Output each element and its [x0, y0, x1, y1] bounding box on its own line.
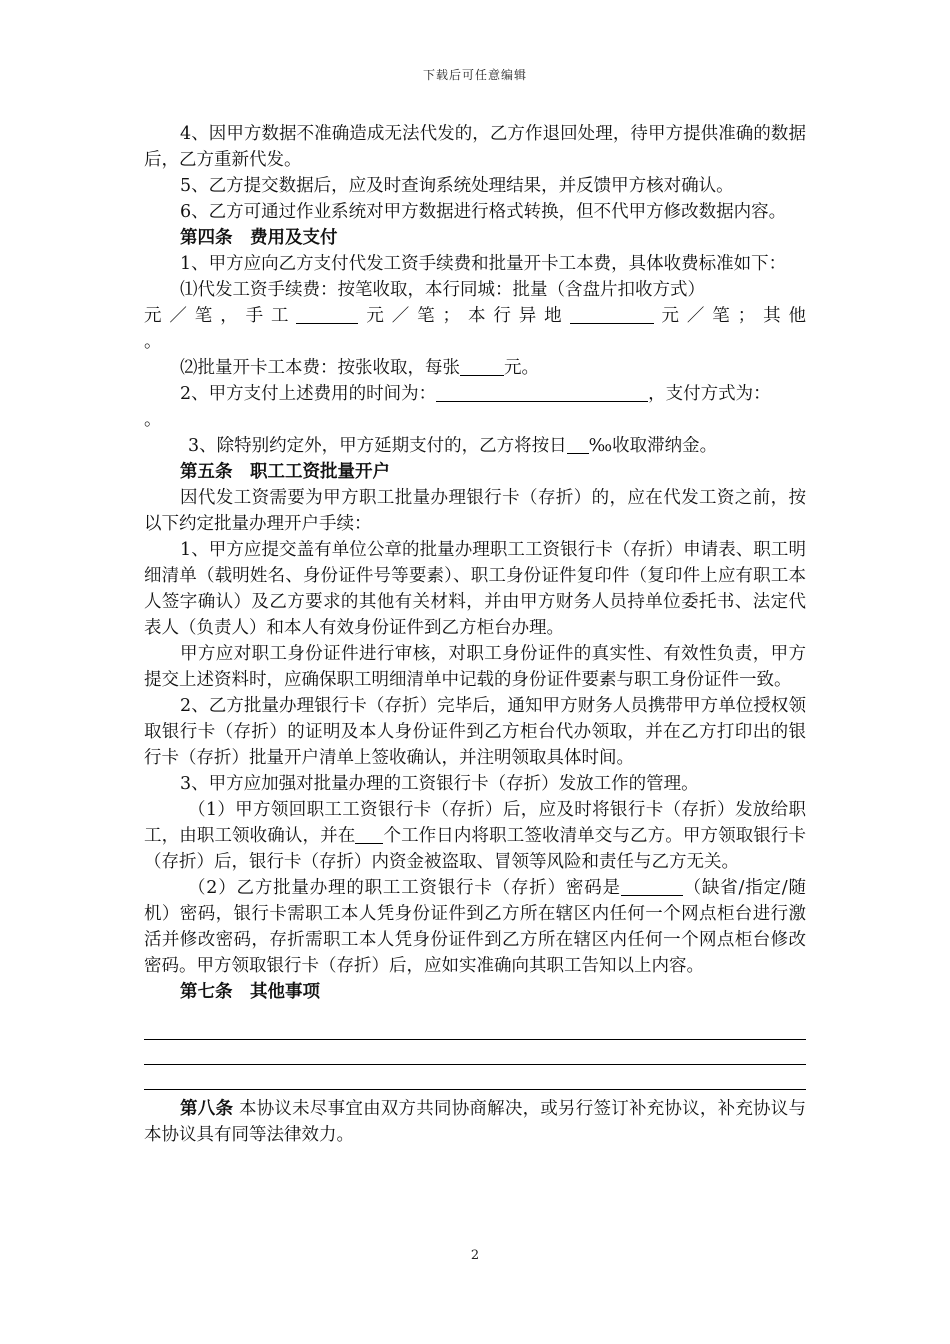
paragraph: 因代发工资需要为甲方职工批量办理银行卡（存折）的，应在代发工资之前，按以下约定批量办理开户手续： — [144, 488, 806, 534]
fee-item-1-line2 — [144, 303, 806, 329]
text: 本协议未尽事宜由双方共同协商解决，或另行签订补充协议，补充协议与本协议具有同等法律效力。 — [144, 1099, 806, 1145]
section-heading: 第八条 — [180, 1099, 234, 1119]
payment-time-end: 。 — [144, 410, 162, 430]
paragraph: 2、乙方批量办理银行卡（存折）完毕后，通知甲方财务人员携带甲方单位授权领取银行卡（存折）的证明及本人身份证件到乙方柜台代办领取，并在乙方打印出的银行卡（存折）批量开户清单上签收确认，并注明领取具体时间。 — [144, 696, 806, 768]
paragraph — [144, 797, 806, 875]
payment-time — [144, 381, 806, 407]
blank-line[interactable] — [144, 1015, 806, 1040]
text: 个工作日内将职工签收清单交与乙方。甲方领取银行卡（存折）后，银行卡（存折）内资金被盗取、冒领等风险和责任与乙方无关。 — [144, 826, 807, 872]
blank-field[interactable] — [296, 305, 358, 324]
blank-line[interactable] — [144, 1040, 806, 1065]
text: 元／笔；其他 — [653, 306, 807, 326]
document-body — [144, 121, 806, 1148]
blank-field[interactable] — [567, 435, 589, 454]
blank-field[interactable] — [355, 825, 383, 844]
paragraph: 5、乙方提交数据后，应及时查询系统处理结果，并反馈甲方核对确认。 — [180, 176, 734, 196]
text: （2）乙方批量办理的职工工资银行卡（存折）密码是 — [188, 878, 621, 898]
text: （1）甲方领回职工工资银行卡（存折）后，应及时将银行卡（存折）发放给职工，由职工领收确认，并在 — [144, 800, 806, 846]
blank-line[interactable] — [144, 1065, 806, 1090]
text: （缺省/指定/随机）密码，银行卡需职工本人凭身份证件到乙方所在辖区内任何一个网点柜台进行激活并修改密码，存折需职工本人凭身份证件到乙方所在辖区内任何一个网点柜台修改密码。甲方领取银行卡（存折）后，应如实准确向其职工告知以上内容。 — [144, 878, 806, 976]
blank-lines — [144, 1015, 806, 1090]
paragraph — [144, 1096, 806, 1148]
fee-item-1 — [144, 277, 806, 303]
fee-item-2 — [144, 355, 806, 381]
paragraph — [144, 875, 806, 979]
paragraph: 4、因甲方数据不准确造成无法代发的，乙方作退回处理，待甲方提供准确的数据后，乙方重新代发。 — [144, 124, 806, 170]
blank-field[interactable] — [621, 877, 683, 896]
section-heading: 第四条 费用及支付 — [180, 228, 338, 248]
page-number: 2 — [470, 1248, 480, 1263]
fee-item-1-end: 。 — [144, 332, 162, 352]
paragraph: 6、乙方可通过作业系统对甲方数据进行格式转换，但不代甲方修改数据内容。 — [180, 202, 787, 222]
paragraph: 1、甲方应提交盖有单位公章的批量办理职工工资银行卡（存折）申请表、职工明细清单（载明姓名、身份证件号等要素）、职工身份证件复印件（复印件上应有职工本人签字确认）及乙方要求的其他有关材料，并由甲方财务人员持单位委托书、法定代表人（负责人）和本人有效身份证件到乙方柜台办理。 — [144, 540, 806, 638]
blank-field[interactable] — [436, 383, 648, 402]
text: 2、甲方支付上述费用的时间为： — [180, 384, 437, 404]
blank-field[interactable] — [460, 357, 504, 376]
text: 元／笔；本行异地 — [358, 306, 570, 326]
text: ，支付方式为： — [648, 384, 771, 404]
late-fee — [144, 433, 806, 459]
section-heading: 第七条 其他事项 — [180, 982, 320, 1002]
paragraph: 3、甲方应加强对批量办理的工资银行卡（存折）发放工作的管理。 — [180, 774, 699, 794]
paragraph: 甲方应对职工身份证件进行审核，对职工身份证件的真实性、有效性负责，甲方提交上述资料时，应确保职工明细清单中记载的身份证件要素与职工身份证件一致。 — [144, 644, 806, 690]
text: 3、除特别约定外，甲方延期支付的，乙方将按日 — [188, 436, 567, 456]
text: ‰收取滞纳金。 — [588, 436, 718, 456]
text: ⑴代发工资手续费：按笔收取，本行同城：批量（含盘片扣收方式） — [180, 280, 705, 300]
paragraph: 1、甲方应向乙方支付代发工资手续费和批量开卡工本费，具体收费标准如下： — [180, 254, 787, 274]
text: ⑵批量开卡工本费：按张收取，每张 — [180, 358, 460, 378]
text: 元／笔，手工 — [144, 306, 297, 326]
section-heading: 第五条 职工工资批量开户 — [180, 462, 390, 482]
page-header: 下载后可任意编辑 — [422, 68, 527, 82]
blank-field[interactable] — [570, 305, 654, 324]
text: 元。 — [504, 358, 539, 378]
